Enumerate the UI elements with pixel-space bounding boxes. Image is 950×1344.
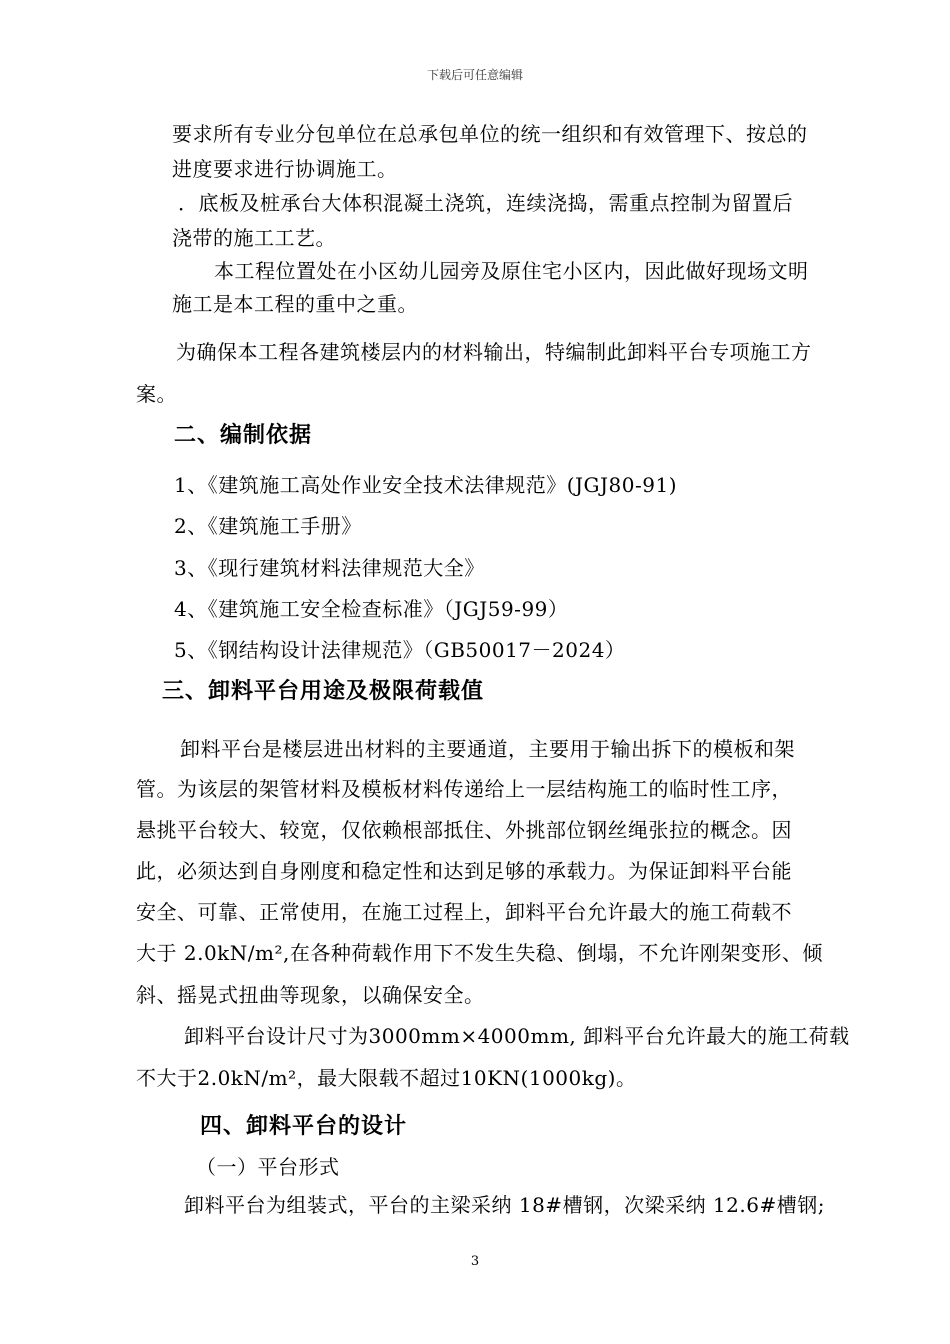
section-heading: 二、编制依据 (174, 423, 313, 448)
body-line: 安全、可靠、正常使用，在施工过程上，卸料平台允许最大的施工荷载不 (136, 900, 792, 924)
body-line: 大于 2.0kN/m²,在各种荷载作用下不发生失稳、倒塌，不允许刚架变形、倾 (136, 941, 823, 965)
body-line: 悬挑平台较大、较宽，仅依赖根部抵住、外挑部位钢丝绳张拉的概念。因 (136, 818, 792, 842)
body-line: 此，必须达到自身刚度和稳定性和达到足够的承载力。为保证卸料平台能 (136, 859, 792, 883)
body-line: 卸料平台是楼层进出材料的主要通道，主要用于输出拆下的模板和架 (180, 737, 795, 761)
body-line: 斜、摇晃式扭曲等现象，以确保安全。 (136, 983, 485, 1007)
reference-item: 1、《建筑施工高处作业安全技术法律规范》(JGJ80-91) (174, 473, 677, 497)
intro-line: 案。 (136, 382, 177, 406)
body-line: 卸料平台为组装式，平台的主梁采纳 18#槽钢，次梁采纳 12.6#槽钢; (184, 1193, 825, 1217)
reference-item: 3、《现行建筑材料法律规范大全》 (174, 556, 485, 580)
intro-line: 进度要求进行协调施工。 (172, 157, 398, 181)
intro-line: 浇带的施工工艺。 (172, 226, 336, 250)
body-line: 不大于2.0kN/m²，最大限载不超过10KN(1000kg)。 (136, 1066, 637, 1090)
page-number: 3 (470, 1254, 480, 1269)
intro-line: ．底板及桩承台大体积混凝土浇筑，连续浇捣，需重点控制为留置后 (178, 191, 793, 215)
intro-line: 为确保本工程各建筑楼层内的材料输出，特编制此卸料平台专项施工方 (176, 340, 812, 364)
body-line: 管。为该层的架管材料及模板材料传递给上一层结构施工的临时性工序， (136, 777, 792, 801)
reference-item: 5、《钢结构设计法律规范》（GB50017－2024） (174, 638, 626, 662)
section-heading: 三、卸料平台用途及极限荷载值 (162, 679, 485, 704)
header-note: 下载后可任意编辑 (426, 68, 523, 82)
intro-line: 本工程位置处在小区幼儿园旁及原住宅小区内，因此做好现场文明 (214, 259, 809, 283)
reference-item: 4、《建筑施工安全检查标准》（JGJ59-99） (174, 597, 569, 621)
intro-line: 要求所有专业分包单位在总承包单位的统一组织和有效管理下、按总的 (172, 122, 808, 146)
section-heading: 四、卸料平台的设计 (200, 1114, 408, 1139)
body-line: 卸料平台设计尺寸为3000mm×4000mm, 卸料平台允许最大的施工荷载 (184, 1024, 850, 1048)
sub-heading: （一）平台形式 (196, 1155, 340, 1179)
intro-line: 施工是本工程的重中之重。 (172, 292, 418, 316)
reference-item: 2、《建筑施工手册》 (174, 514, 362, 538)
